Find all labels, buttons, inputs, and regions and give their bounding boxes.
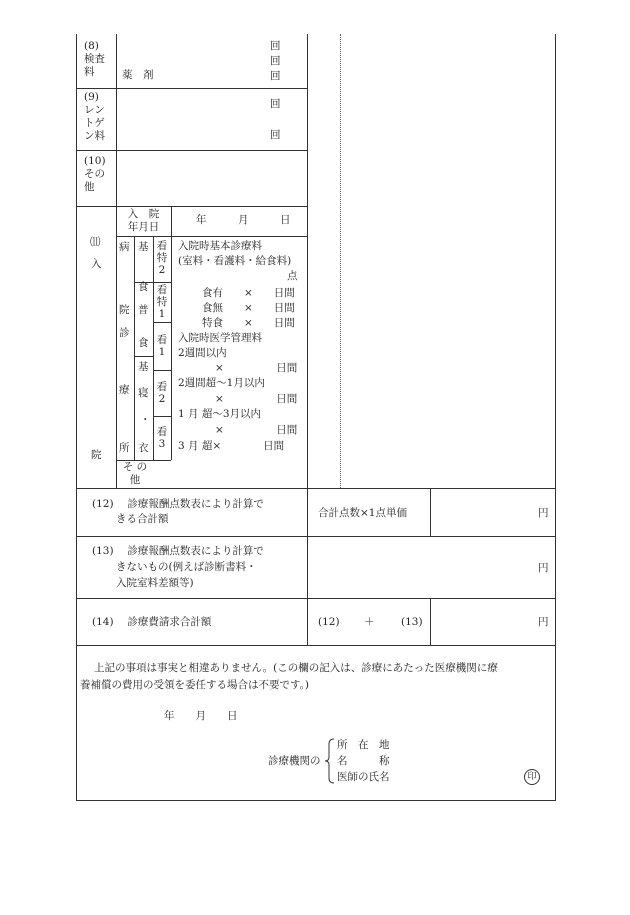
row-line — [76, 645, 556, 646]
row-line — [76, 206, 307, 207]
col2-char: 衣 — [138, 442, 149, 454]
section11-other: そ の 他 — [122, 461, 148, 486]
over-3-months: 3 月 超× 日間 — [178, 440, 285, 452]
section12-line1: (12) 診療報酬点数表により計算で — [92, 498, 264, 510]
section9-label: (9) レン トゲ ン料 — [84, 91, 105, 142]
section8-drug: 薬 剤 — [122, 69, 154, 81]
declaration-date: 年 月 日 — [164, 710, 238, 722]
col2-char: 普 — [138, 304, 149, 316]
section12-yen: 円 — [538, 507, 549, 519]
section11-num: ⑾ — [90, 236, 101, 248]
col-divider — [134, 236, 135, 460]
col2-char: ・ — [140, 414, 151, 426]
declaration-line2: 養補償の費用の受領を委任する場合は不要です。) — [80, 679, 310, 691]
col1-char: 院 — [119, 304, 130, 316]
frame-right-border — [555, 34, 556, 800]
col1-char: 療 — [119, 384, 130, 396]
management-fee: 入院時医学管理料 — [178, 332, 262, 344]
section13-yen: 円 — [538, 562, 549, 574]
summary-col-divider — [430, 598, 431, 645]
summary-col-divider — [430, 488, 431, 536]
frame-left-border — [76, 34, 77, 800]
doctor-name: 医師の氏名 — [337, 771, 390, 783]
section13-line1: (13) 診療報酬点数表により計算で — [92, 545, 264, 557]
nurse-3: 看 3 — [156, 426, 168, 450]
section14-yen: 円 — [538, 616, 549, 628]
nurse-special-1: 看 特 1 — [156, 284, 168, 320]
1-to-3-months: 1 月 超～3月以内 — [178, 408, 262, 420]
section13-line2: きないもの(例えば診断書料・ — [116, 561, 257, 573]
basic-fee-detail: (室料・看護料・給食料) — [178, 255, 292, 267]
section14-ref-13: (13) — [401, 616, 423, 628]
points-unit: 点 — [287, 270, 298, 282]
row-line — [76, 488, 556, 489]
section8-label: (8) 検査 料 — [84, 40, 105, 78]
sub-line — [153, 416, 171, 417]
col2-char: 食 — [138, 337, 149, 349]
section14-ref-12: (12) — [318, 616, 340, 628]
section14-label: (14) 診療費請求合計額 — [92, 616, 212, 628]
seal-icon: 印 — [524, 769, 540, 785]
section12-line2: きる合計額 — [116, 513, 169, 525]
col2-char: 寝 — [138, 387, 149, 399]
meal-none: 食無 × 日間 — [202, 302, 295, 314]
section11-in: 入 — [91, 258, 102, 270]
admission-header-line — [116, 236, 307, 237]
row-line — [76, 536, 556, 537]
admission-date-fields: 年 月 日 — [196, 214, 291, 226]
section9-times-1: 回 — [270, 98, 281, 110]
upper-table-right-border — [307, 34, 308, 488]
meal-with: 食有 × 日間 — [202, 287, 295, 299]
section12-formula: 合計点数×1点単価 — [318, 507, 407, 519]
brace-icon — [325, 738, 335, 784]
summary-col-divider — [307, 488, 308, 645]
sub-line — [153, 322, 171, 323]
section8-times-2: 回 — [270, 55, 281, 67]
col2-char: 基 — [138, 361, 149, 373]
basic-fee: 入院時基本診療料 — [178, 240, 262, 252]
institution-name: 名 称 — [337, 755, 390, 767]
section8-times-1: 回 — [270, 40, 281, 52]
institution-address: 所 在 地 — [337, 739, 390, 751]
institution-label: 診療機関の — [268, 755, 321, 767]
section10-label: (10) その 他 — [84, 155, 106, 193]
section8-times-3: 回 — [270, 70, 281, 82]
2-weeks-to-1-month-days: × 日間 — [215, 393, 298, 405]
1-to-3-months-days: × 日間 — [215, 424, 298, 436]
col1-char: 診 — [119, 327, 130, 339]
declaration-line1: 上記の事項は事実と相違ありません。(この欄の記入は、診療にあたった医療機関に療 — [94, 662, 498, 674]
nurse-special-2: 看 特 2 — [156, 240, 168, 276]
row-line — [76, 88, 307, 89]
row-line — [76, 598, 556, 599]
within-2-weeks-days: × 日間 — [215, 362, 298, 374]
row-line — [76, 150, 307, 151]
nurse-2: 看 2 — [156, 381, 168, 405]
section9-times-2: 回 — [270, 129, 281, 141]
section11-out: 院 — [91, 449, 102, 461]
sub-line — [134, 356, 153, 357]
section14-plus: ＋ — [364, 616, 375, 628]
section13-line3: 入院室料差額等) — [116, 577, 194, 589]
admission-date-header: 入 院 年月日 — [127, 208, 160, 233]
within-2-weeks: 2週間以内 — [178, 347, 227, 359]
col2-char: 食 — [138, 281, 149, 293]
2-weeks-to-1-month: 2週間超～1月以内 — [178, 377, 265, 389]
sub-line — [153, 370, 171, 371]
col-divider — [171, 206, 172, 460]
frame-bottom-border — [76, 800, 556, 801]
col1-char: 所 — [119, 442, 130, 454]
col1-char: 病 — [119, 241, 130, 253]
dotted-separator — [340, 34, 341, 488]
col2-char: 基 — [138, 241, 149, 253]
nurse-1: 看 1 — [156, 334, 168, 358]
label-column-divider — [116, 34, 117, 488]
meal-special: 特食 × 日間 — [202, 317, 295, 329]
